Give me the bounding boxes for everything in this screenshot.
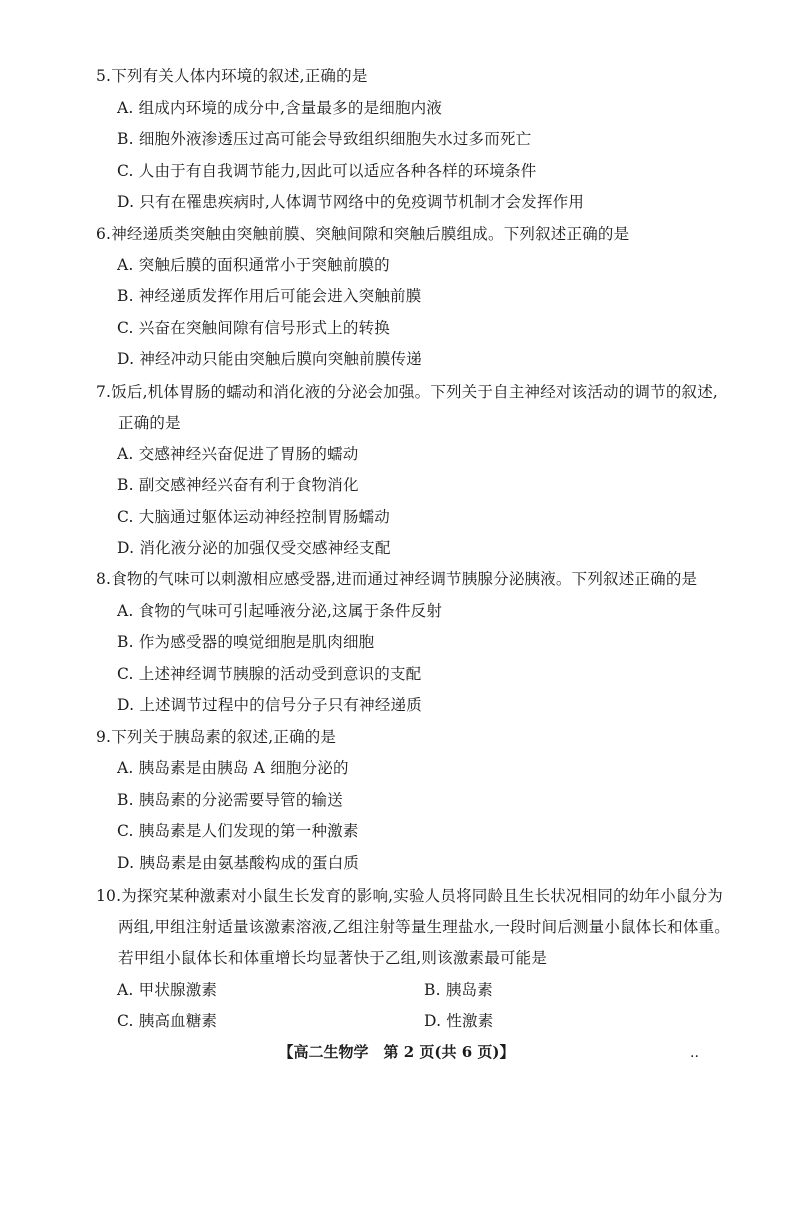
q5-option-c: C. 人由于有自我调节能力,因此可以适应各种各样的环境条件: [117, 162, 537, 180]
q7-option-a: A. 交感神经兴奋促进了胃肠的蠕动: [117, 445, 359, 463]
q8-option-c: C. 上述神经调节胰腺的活动受到意识的支配: [117, 665, 422, 683]
q5-option-b: B. 细胞外液渗透压过高可能会导致组织细胞失水过多而死亡: [117, 130, 532, 148]
q7-option-c: C. 大脑通过躯体运动神经控制胃肠蠕动: [117, 508, 390, 526]
corner-mark: ..: [690, 1045, 699, 1061]
q9-stem: 9.下列关于胰岛素的叙述,正确的是: [96, 728, 337, 746]
q8-stem: 8.食物的气味可以刺激相应感受器,进而通过神经调节胰腺分泌胰液。下列叙述正确的是: [96, 570, 698, 588]
q8-option-d: D. 上述调节过程中的信号分子只有神经递质: [117, 696, 422, 714]
q6-option-d: D. 神经冲动只能由突触后膜向突触前膜传递: [117, 350, 422, 368]
q7-option-d: D. 消化液分泌的加强仅受交感神经支配: [117, 539, 391, 557]
q6-option-c: C. 兴奋在突触间隙有信号形式上的转换: [117, 319, 390, 337]
q8-option-a: A. 食物的气味可引起唾液分泌,这属于条件反射: [117, 602, 443, 620]
q5-option-a: A. 组成内环境的成分中,含量最多的是细胞内液: [117, 99, 443, 117]
q8-option-b: B. 作为感受器的嗅觉细胞是肌肉细胞: [117, 633, 375, 651]
q5-option-d: D. 只有在罹患疾病时,人体调节网络中的免疫调节机制才会发挥作用: [117, 193, 585, 211]
q10-stem-line1: 10.为探究某种激素对小鼠生长发育的影响,实验人员将同龄且生长状况相同的幼年小鼠分为: [96, 887, 723, 905]
q9-option-c: C. 胰岛素是人们发现的第一种激素: [117, 822, 359, 840]
q6-stem: 6.神经递质类突触由突触前膜、突触间隙和突触后膜组成。下列叙述正确的是: [96, 225, 630, 243]
q9-option-d: D. 胰岛素是由氨基酸构成的蛋白质: [117, 854, 360, 872]
q7-stem-line2: 正确的是: [118, 414, 181, 432]
q10-option-c: C. 胰高血糖素: [117, 1012, 218, 1030]
q5-stem: 5.下列有关人体内环境的叙述,正确的是: [96, 67, 368, 85]
q9-option-a: A. 胰岛素是由胰岛 A 细胞分泌的: [117, 759, 349, 777]
q7-option-b: B. 副交感神经兴奋有利于食物消化: [117, 476, 359, 494]
q10-option-a: A. 甲状腺激素: [117, 981, 218, 999]
q6-option-a: A. 突触后膜的面积通常小于突触前膜的: [117, 256, 390, 274]
q10-option-d: D. 性激素: [424, 1012, 494, 1030]
q6-option-b: B. 神经递质发挥作用后可能会进入突触前膜: [117, 287, 422, 305]
q9-option-b: B. 胰岛素的分泌需要导管的输送: [117, 791, 343, 809]
q7-stem-line1: 7.饭后,机体胃肠的蠕动和消化液的分泌会加强。下列关于自主神经对该活动的调节的叙述,: [96, 383, 719, 401]
q10-stem-line2: 两组,甲组注射适量该激素溶液,乙组注射等量生理盐水,一段时间后测量小鼠体长和体重。: [118, 918, 730, 936]
q10-option-b: B. 胰岛素: [424, 981, 493, 999]
q10-stem-line3: 若甲组小鼠体长和体重增长均显著快于乙组,则该激素最可能是: [118, 949, 548, 967]
page-footer: 【高二生物学 第 2 页(共 6 页)】: [278, 1043, 515, 1061]
